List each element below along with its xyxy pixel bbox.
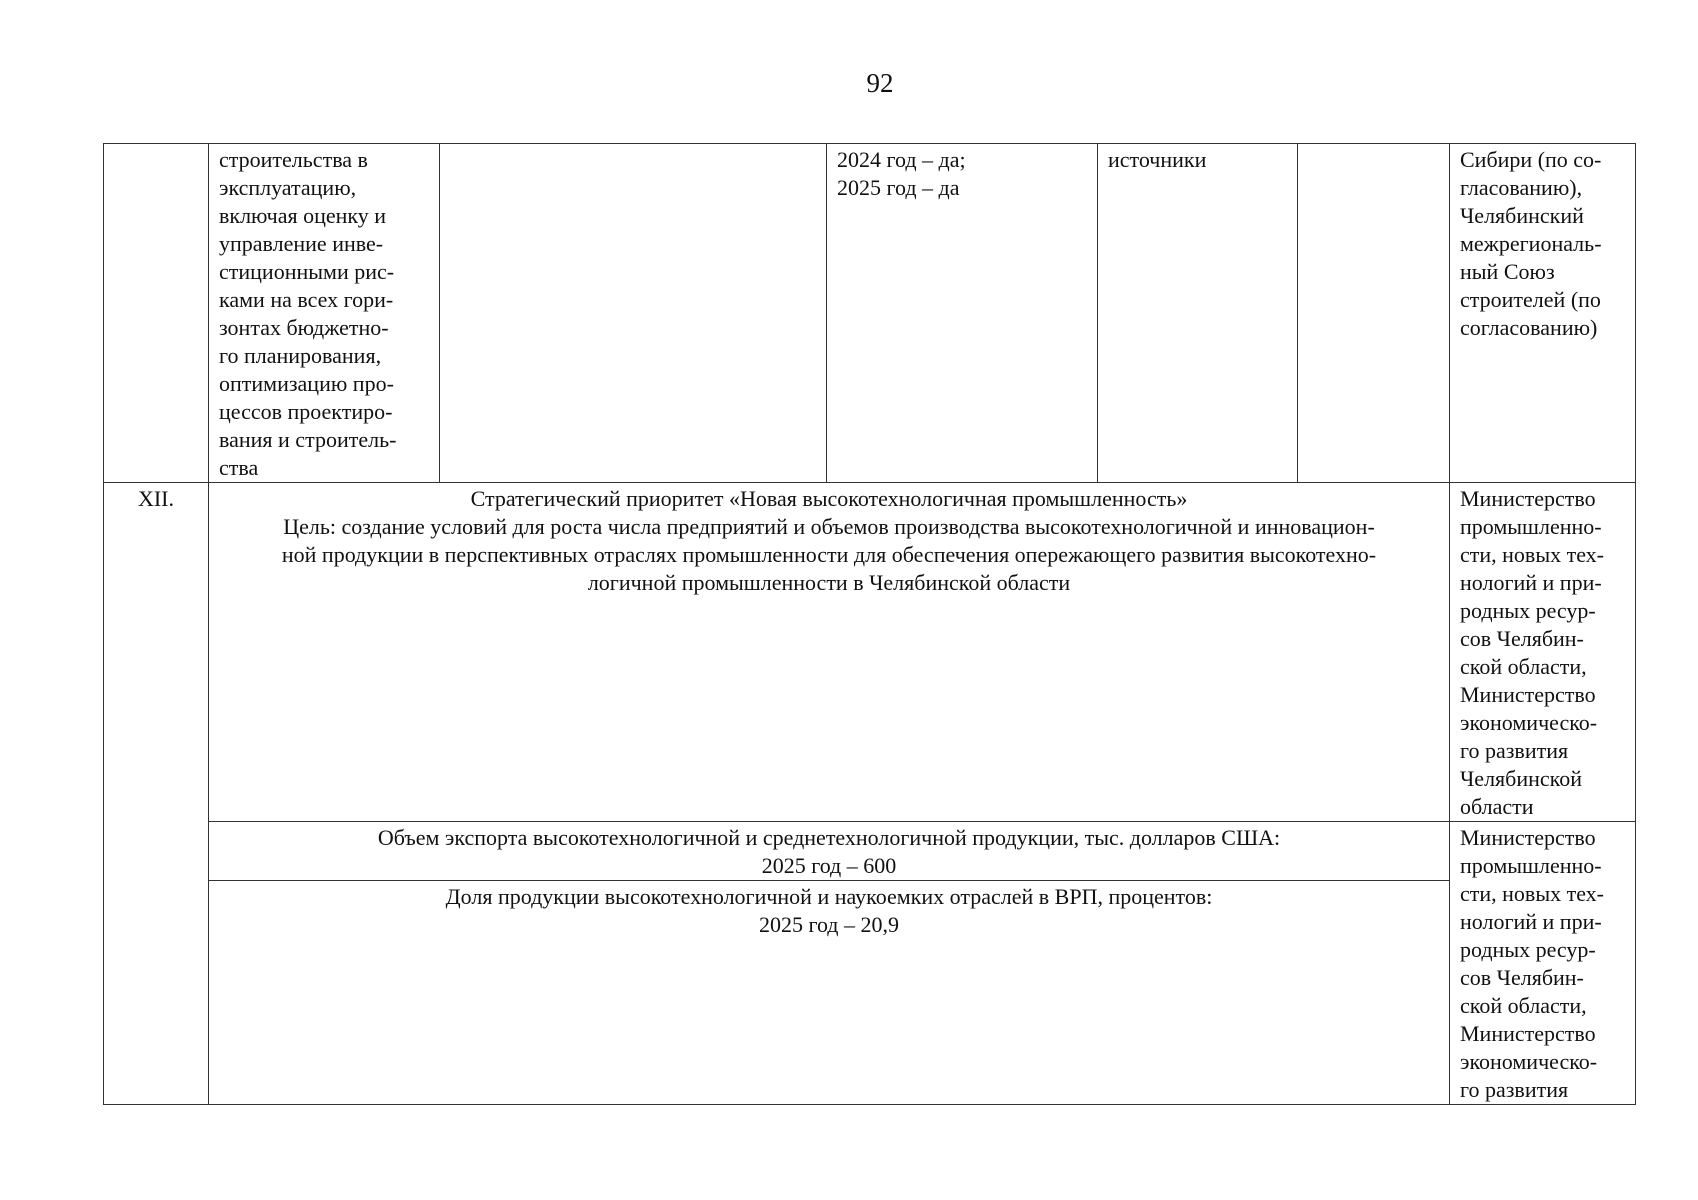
text-line: ства	[219, 455, 259, 480]
indicator-name: Объем экспорта высокотехнологичной и среднетехнологичной продукции, тыс. долларов США:	[377, 825, 1281, 850]
text-line: ской области,	[1460, 654, 1587, 679]
plan-table	[103, 143, 1636, 1105]
text-line: эксплуатацию,	[219, 175, 357, 200]
text-line: Сибири (по со-	[1460, 147, 1602, 172]
indicator-value: 2025 год – 600	[761, 853, 897, 878]
text-line: родных ресур-	[1460, 598, 1596, 623]
text-line: ками на всех гори-	[219, 287, 394, 312]
text-line: Челябинский	[1460, 203, 1584, 228]
text-line: го развития	[1460, 1077, 1569, 1102]
text-line: нологий и при-	[1460, 570, 1602, 595]
text-line: источники	[1108, 147, 1207, 172]
table-row	[104, 144, 1636, 483]
row-number-cell	[104, 144, 209, 483]
text-line: ный Союз	[1460, 259, 1555, 284]
section-number: XII.	[137, 486, 175, 511]
text-line: сти, новых тех-	[1460, 881, 1605, 906]
responsible-cell	[1450, 822, 1636, 1105]
empty-cell	[1298, 144, 1450, 483]
text-line: го планирования,	[219, 343, 382, 368]
source-cell	[1098, 144, 1298, 483]
text-line: промышленно-	[1460, 853, 1602, 878]
text-line: экономическо-	[1460, 1049, 1598, 1074]
priority-title: Стратегический приоритет «Новая высокотехнологичная промышленность»	[470, 486, 1188, 511]
text-line: области	[1460, 794, 1534, 819]
indicator-export-cell	[209, 822, 1450, 881]
empty-cell	[440, 144, 827, 483]
text-line: нологий и при-	[1460, 909, 1602, 934]
text-line: стиционными рис-	[219, 259, 395, 284]
text-line: Министерство	[1460, 1021, 1596, 1046]
responsible-cell	[1450, 483, 1636, 822]
text-line: включая оценку и	[219, 203, 387, 228]
text-line: Челябинской	[1460, 766, 1583, 791]
text-line: ской области,	[1460, 993, 1587, 1018]
text-line: цессов проектиро-	[219, 399, 393, 424]
text-line: сов Челябин-	[1460, 626, 1584, 651]
indicator-share-cell	[209, 881, 1450, 1105]
goal-line: ной продукции в перспективных отраслях промышленности для обеспечения опережающего развития высокотехно-	[281, 542, 1377, 567]
text-line: 2024 год – да;	[837, 147, 966, 172]
text-line: зонтах бюджетно-	[219, 315, 389, 340]
text-line: вания и строитель-	[219, 427, 397, 452]
text-line: строителей (по	[1460, 287, 1601, 312]
task-description-cell	[209, 144, 440, 483]
text-line: гласованию),	[1460, 175, 1583, 200]
text-line: Министерство	[1460, 825, 1596, 850]
text-line: сов Челябин-	[1460, 965, 1584, 990]
indicator-name: Доля продукции высокотехнологичной и наукоемких отраслей в ВРП, процентов:	[445, 884, 1213, 910]
text-line: сти, новых тех-	[1460, 542, 1605, 567]
text-line: Министерство	[1460, 682, 1596, 707]
text-line: 2025 год – да	[837, 175, 960, 200]
text-line: межрегиональ-	[1460, 231, 1602, 256]
text-line: управление инве-	[219, 231, 384, 256]
text-line: оптимизацию про-	[219, 371, 394, 396]
indicator-value: 2025 год – 20,9	[758, 912, 900, 938]
text-line: промышленно-	[1460, 514, 1602, 539]
table-row	[104, 483, 1636, 822]
page-number: 92	[866, 68, 894, 98]
table-row	[104, 881, 1636, 1105]
text-line: согласованию)	[1460, 315, 1598, 340]
priority-cell	[209, 483, 1450, 822]
table-row	[104, 822, 1636, 881]
responsible-cell	[1450, 144, 1636, 483]
section-number-cell	[104, 483, 209, 1105]
indicator-cell	[827, 144, 1098, 483]
text-line: Министерство	[1460, 486, 1596, 511]
text-line: экономическо-	[1460, 710, 1598, 735]
goal-line: Цель: создание условий для роста числа предприятий и объемов производства высокотехнологичной и инновацион-	[283, 514, 1375, 539]
text-line: строительства в	[219, 147, 368, 172]
text-line: го развития	[1460, 738, 1569, 763]
text-line: родных ресур-	[1460, 937, 1596, 962]
goal-line: логичной промышленности в Челябинской области	[587, 570, 1071, 595]
